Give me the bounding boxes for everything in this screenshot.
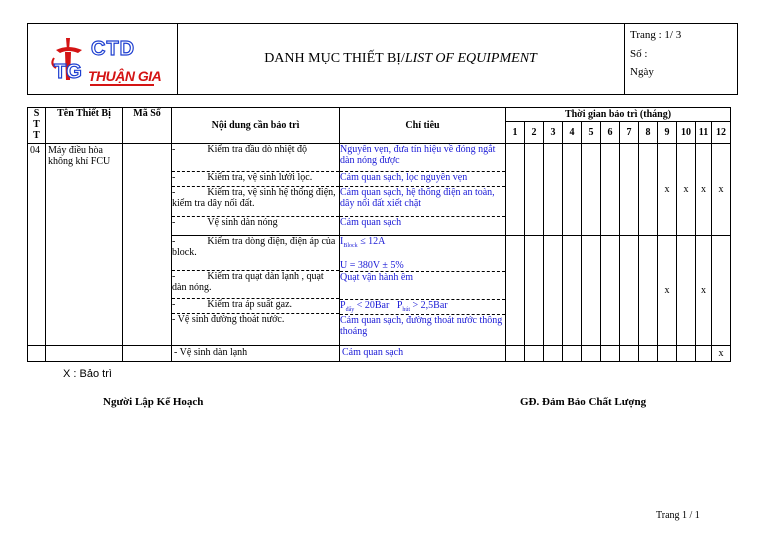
month-6: 6 [601,122,620,144]
title-vietnamese: DANH MỤC THIẾT BỊ/ [264,51,405,66]
header-equipment-name: Tên Thiết Bị [46,108,123,144]
header-schedule: Thời gian bảo trì (tháng) [506,108,731,122]
schedule-mark-10: x [677,144,696,236]
logo-company-name: THUẬN GIA [88,68,162,84]
item-name: Máy điều hòa không khí FCU [46,144,123,346]
task-text: Kiểm tra đầu dò nhiệt độ [207,144,308,155]
task-cell: - Vệ sinh dàn lạnh [172,346,340,362]
header-stt: S T T [28,108,46,144]
month-10: 10 [677,122,696,144]
schedule-mark-12: x [712,144,731,236]
schedule-mark-12: x [712,346,731,362]
criteria-text: Cảm quan sạch, lọc nguyên vẹn [340,171,505,186]
equipment-table [27,107,731,362]
document-title [177,24,625,94]
month-1: 1 [506,122,525,144]
task-text: Kiểm tra quạt dàn lạnh , quạt dàn nóng. [172,270,324,293]
month-8: 8 [639,122,658,144]
criteria-text: Cảm quan sạch [340,346,506,362]
table-row [28,346,731,362]
logo-underline [90,84,154,86]
document-meta [625,24,737,94]
date-label: Ngày [630,66,654,78]
table-row [28,144,731,236]
signature-planner: Người Lập Kế Hoạch [103,396,204,408]
logo-cell [28,24,178,94]
task-text: Vệ sinh dàn lạnh [179,347,248,358]
page-footer: Trang 1 / 1 [656,510,700,521]
legend: X : Bảo trì [63,368,112,380]
schedule-mark-11: x [696,236,712,346]
month-5: 5 [582,122,601,144]
schedule-mark-9: x [658,144,677,236]
number-label: Số : [630,48,648,60]
month-4: 4 [563,122,582,144]
signature-qa-director: GĐ. Đảm Bảo Chất Lượng [520,396,647,408]
item-code [123,144,172,346]
criteria-text: Nguyên vẹn, đưa tín hiệu về đóng ngắt dàn nóng được [340,144,505,171]
schedule-mark-11: x [696,144,712,236]
criteria-group-b [340,236,506,346]
page-label: Trang : 1/ 3 [630,29,682,41]
month-11: 11 [696,122,712,144]
month-12: 12 [712,122,731,144]
task-text: Kiểm tra, vệ sinh lưới lọc. [207,171,313,183]
header-code: Mã Số [123,108,172,144]
criteria-text: Cảm quan sạch, đường thoát nước thông thoáng [340,315,503,337]
criteria-current-voltage: $I_{Block} \le 12A$ U = 380V ± 5% [340,236,505,272]
month-9: 9 [658,122,677,144]
schedule-mark-9: x [658,236,677,346]
logo-ctd-text: CTD [91,38,136,60]
criteria-pressure: $P_{đẩy} < 20Bar$ $P_{hút} > 2,5Bar$ [340,300,505,315]
tasks-group-a: - Kiểm tra đầu dò nhiệt độ - Kiểm tra, vệ sinh lưới lọc. - Kiểm tra, vệ sinh hệ thống điện, kiểm tra dây nối đất. - Vệ sinh dàn nóng [172,144,340,236]
task-text: Kiểm tra dòng điện, điện áp của block. [172,236,336,258]
task-text: Vệ sinh đường thoát nước. [177,313,285,325]
month-3: 3 [544,122,563,144]
criteria-group-a [340,144,506,236]
header-content: Nội dung cần bảo trì [172,108,340,144]
document-header [27,23,738,95]
logo-tg-text: TG [54,61,82,83]
task-text: Vệ sinh dàn nóng [207,216,278,228]
header-criteria: Chỉ tiêu [340,108,506,144]
criteria-text: Quạt vận hành êm [340,272,505,300]
month-2: 2 [525,122,544,144]
task-text: Kiểm tra, vệ sinh hệ thống điện, kiểm tra dây nối đất. [172,186,336,209]
item-number: 04 [28,144,46,346]
criteria-text: Cảm quan sạch [340,216,402,228]
tasks-group-b: - Kiểm tra dòng điện, điện áp của block. - Kiểm tra quạt dàn lạnh , quạt dàn nóng. - Kiểm tra áp suất gaz. - Vệ sinh đường thoát nước. [172,236,340,346]
month-7: 7 [620,122,639,144]
task-text: Kiểm tra áp suất gaz. [207,298,293,310]
title-english: LIST OF EQUIPMENT [404,51,537,66]
criteria-text: Cảm quan sạch, hệ thống điện an toàn, dây nối đất xiết chặt [340,186,505,216]
